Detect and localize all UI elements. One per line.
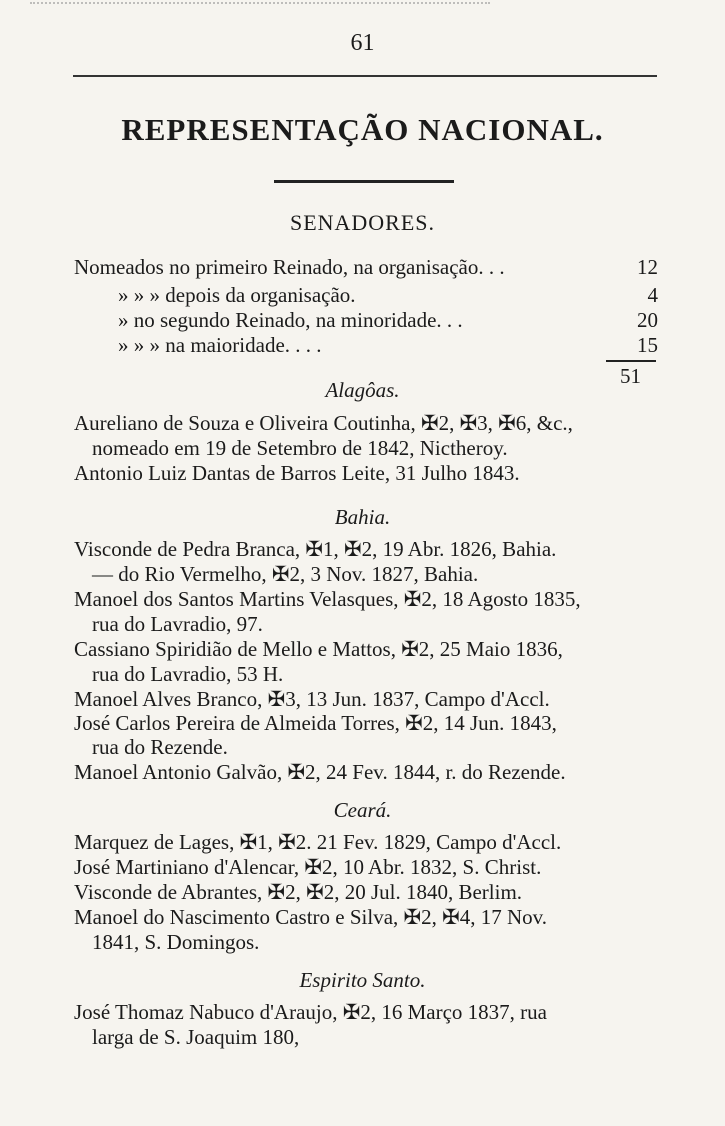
entry-line: Antonio Luiz Dantas de Barros Leite, 31 Julho 1843. [74,461,520,485]
summary-row: Nomeados no primeiro Reinado, na organisação. . . 12 [74,255,658,279]
page-number: 61 [350,30,375,56]
entry-line: Visconde de Abrantes, ✠2, ✠2, 20 Jul. 1840, Berlim. [74,880,523,904]
entry-line: José Martiniano d'Alencar, ✠2, 10 Abr. 1832, S. Christ. [74,855,542,879]
entry-line: Visconde de Pedra Branca, ✠1, ✠2, 19 Abr. 1826, Bahia. [74,537,557,561]
summary-row: » » » na maioridade. . . . 15 [118,333,658,357]
region-heading: Espirito Santo. [299,968,426,992]
entry-line: Cassiano Spiridião de Mello e Mattos, ✠2, 25 Maio 1836, [74,637,563,661]
entry-line: nomeado em 19 de Setembro de 1842, Nictheroy. [92,436,508,460]
entry-line: Manoel do Nascimento Castro e Silva, ✠2, ✠4, 17 Nov. [74,905,548,929]
summary-row: » no segundo Reinado, na minoridade. . . 20 [118,308,658,332]
print-noise [30,2,490,14]
section-heading: SENADORES. [289,210,436,235]
region-heading: Alagôas. [325,378,400,402]
entry-line: larga de S. Joaquim 180, [92,1025,300,1049]
entry-line: Manoel Antonio Galvão, ✠2, 24 Fev. 1844, r. do Rezende. [74,760,566,784]
entry-line: Manoel Alves Branco, ✠3, 13 Jun. 1837, Campo d'Accl. [74,687,550,711]
region-heading: Bahia. [334,505,391,529]
summary-total: 51 [620,364,641,388]
entry-line: Aureliano de Souza e Oliveira Coutinha, ✠2, ✠3, ✠6, &c., [74,411,573,435]
title-rule [274,180,454,183]
entry-line: José Thomaz Nabuco d'Araujo, ✠2, 16 Março 1837, rua [74,1000,547,1024]
entry-line: José Carlos Pereira de Almeida Torres, ✠2, 14 Jun. 1843, [74,711,557,735]
sum-rule [606,360,656,362]
entry-line: rua do Lavradio, 97. [92,612,263,636]
entry-line: 1841, S. Domingos. [92,930,260,954]
entry-line: rua do Rezende. [92,735,228,759]
entry-line: rua do Lavradio, 53 H. [92,662,284,686]
page-title: REPRESENTAÇÃO NACIONAL. [121,112,604,147]
entry-line: Manoel dos Santos Martins Velasques, ✠2, 18 Agosto 1835, [74,587,581,611]
top-rule [73,75,657,77]
summary-row: » » » depois da organisação. 4 [118,283,658,307]
region-heading: Ceará. [333,798,392,822]
entry-line: Marquez de Lages, ✠1, ✠2. 21 Fev. 1829, Campo d'Accl. [74,830,562,854]
entry-line: — do Rio Vermelho, ✠2, 3 Nov. 1827, Bahia. [92,562,479,586]
